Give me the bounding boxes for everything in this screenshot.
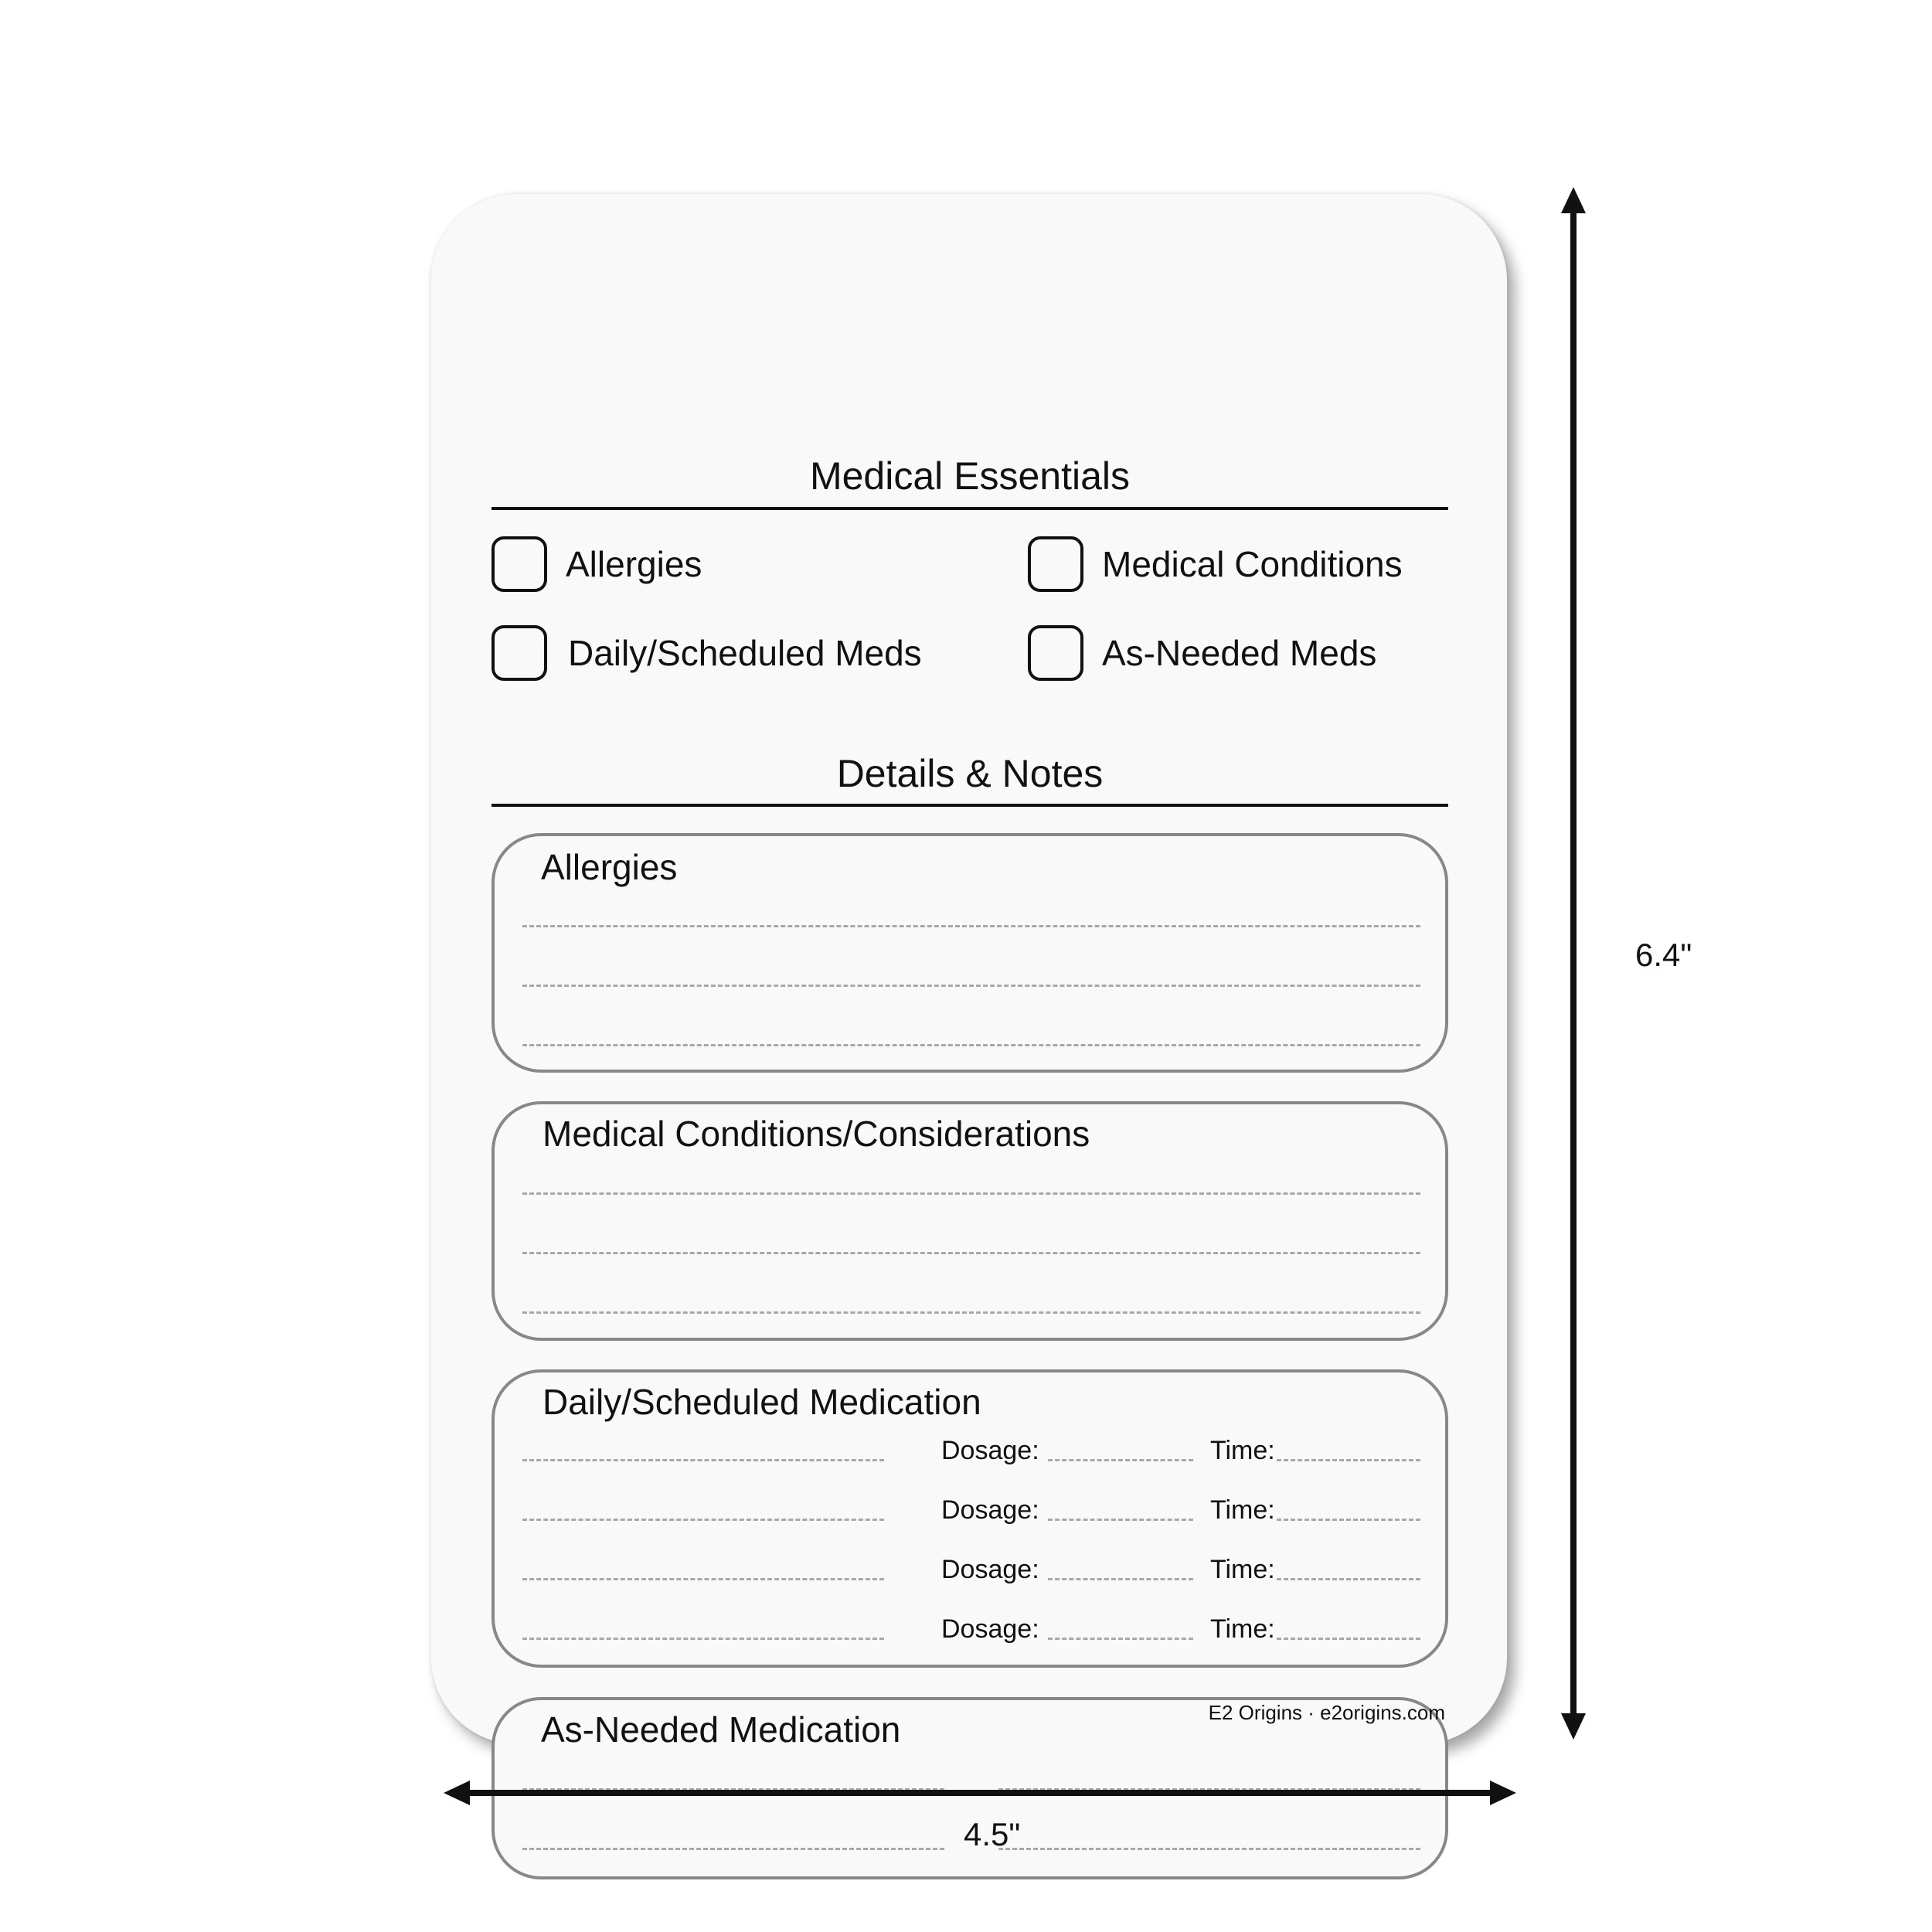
time-label: Time: bbox=[1210, 1436, 1275, 1465]
checkbox-label: As-Needed Meds bbox=[1102, 633, 1377, 673]
time-label: Time: bbox=[1210, 1614, 1275, 1644]
essentials-title: Medical Essentials bbox=[809, 454, 1131, 498]
height-arrow-icon bbox=[1561, 187, 1586, 1740]
width-arrow-icon bbox=[444, 1781, 1516, 1805]
details-title: Details & Notes bbox=[836, 752, 1104, 795]
checkbox-label: Allergies bbox=[566, 544, 702, 584]
time-label: Time: bbox=[1210, 1555, 1275, 1584]
height-label: 6.4" bbox=[1635, 937, 1692, 973]
checkbox-label: Medical Conditions bbox=[1102, 544, 1403, 584]
allergies-panel-title: Allergies bbox=[541, 847, 678, 887]
dosage-label: Dosage: bbox=[941, 1495, 1039, 1525]
time-label: Time: bbox=[1210, 1495, 1275, 1525]
as-needed-panel-title: As-Needed Medication bbox=[541, 1709, 901, 1750]
daily-meds-panel-title: Daily/Scheduled Medication bbox=[543, 1382, 981, 1422]
footer-brand: E2 Origins · e2origins.com bbox=[1208, 1701, 1445, 1724]
dosage-label: Dosage: bbox=[941, 1555, 1039, 1584]
dosage-label: Dosage: bbox=[941, 1614, 1039, 1644]
width-label: 4.5" bbox=[964, 1816, 1021, 1852]
dosage-label: Dosage: bbox=[941, 1436, 1039, 1465]
conditions-panel-title: Medical Conditions/Considerations bbox=[543, 1114, 1090, 1154]
checkbox-label: Daily/Scheduled Meds bbox=[568, 633, 922, 673]
